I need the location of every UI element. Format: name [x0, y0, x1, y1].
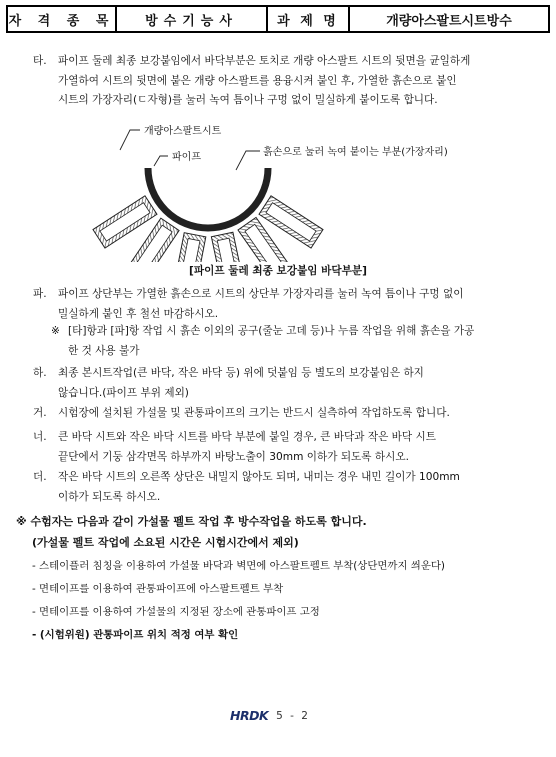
item-marker: 너. — [33, 431, 47, 443]
item-pa — [33, 285, 463, 324]
item-marker: 파. — [33, 288, 47, 300]
item-marker: 타. — [33, 55, 47, 67]
item-deo — [33, 468, 460, 507]
item-line: 이하가 되도록 하시오. — [58, 490, 161, 503]
item-line: 파이프 상단부는 가열한 흙손으로 시트의 상단부 가장자리를 눌러 녹여 틈이나 구멍 없이 — [58, 288, 464, 300]
item-line: 가열하여 시트의 뒷면에 붙은 개량 아스팔트를 용융시켜 붙인 후, 가열한 흙손으로 붙인 — [58, 74, 457, 87]
note-marker: ※ — [51, 325, 60, 337]
page-footer — [230, 708, 310, 723]
pipe-reinforcement-figure — [0, 112, 556, 262]
notice-bullet: - 스테이플러 침칭을 이용하여 가설물 바닥과 벽면에 아스팔트펠트 부착(상단면까지 씌운다) — [32, 560, 445, 572]
notice-subheading: (가설물 펠트 작업에 소요된 시간은 시험시간에서 제외) — [32, 536, 299, 549]
label-edge: 흙손으로 눌러 녹여 붙이는 부분(가장자리) — [263, 147, 448, 158]
label-category: 자 격 종 목 — [8, 7, 117, 31]
page-number: 5 - 2 — [276, 709, 310, 722]
item-ta — [33, 52, 470, 111]
notice-bullet: - 면테이프를 이용하여 관통파이프에 아스팔트펠트 부착 — [32, 583, 284, 595]
hrdk-logo: HRDK — [230, 708, 269, 723]
figure-caption: [파이프 둘레 최종 보강붙임 바닥부분] — [189, 265, 367, 277]
item-line: 끝단에서 기둥 삼각면목 하부까지 바탕노출이 30mm 이하가 되도록 하시오. — [58, 450, 409, 463]
notice-bullet: - 면테이프를 이용하여 가설물의 지정된 장소에 관통파이프 고정 — [32, 606, 320, 618]
label-subject: 과 제 명 — [268, 7, 350, 31]
item-ha — [33, 364, 424, 403]
item-geo — [33, 404, 450, 424]
item-pa-note — [51, 322, 474, 361]
item-neo — [33, 428, 436, 467]
item-line: 않습니다.(파이프 부위 제외) — [58, 386, 189, 399]
label-pipe: 파이프 — [172, 152, 201, 163]
item-line: 큰 바닥 시트와 작은 바닥 시트를 바닥 부분에 붙일 경우, 큰 바닥과 작은 바닥 시트 — [58, 431, 436, 443]
header-table — [6, 5, 550, 33]
item-line: 한 것 사용 불가 — [68, 344, 140, 357]
item-line: 시트의 가장자리(ㄷ자형)를 눌러 녹여 틈이나 구멍 없이 밀실하게 붙이도록 합니다. — [58, 94, 438, 106]
item-line: 최종 본시트작업(큰 바닥, 작은 바닥 등) 위에 덧붙임 등 별도의 보강붙임은 하지 — [58, 367, 424, 379]
item-line: 시험장에 설치된 가설물 및 관통파이프의 크기는 반드시 실측하여 작업하도록 합니다. — [58, 407, 450, 419]
pipe-arc — [148, 168, 268, 228]
value-category: 방수기능사 — [117, 7, 268, 31]
item-marker: 거. — [33, 407, 47, 419]
value-subject: 개량아스팔트시트방수 — [386, 13, 512, 29]
notice-bullet: - (시험위원) 관통파이프 위치 적정 여부 확인 — [32, 629, 239, 641]
item-marker: 더. — [33, 471, 47, 483]
item-line: 파이프 둘레 최종 보강붙임에서 바닥부분은 토치로 개량 아스팔트 시트의 뒷면을 균일하게 — [58, 55, 471, 67]
notice-heading: ※ 수험자는 다음과 같이 가설물 펠트 작업 후 방수작업을 하도록 합니다. — [16, 515, 367, 528]
label-sheet: 개량아스팔트시트 — [144, 126, 222, 137]
item-line: [타]항과 [파]항 작업 시 흙손 이외의 공구(줄눈 고데 등)나 누름 작업을 위해 흙손을 가공 — [68, 325, 475, 337]
item-line: 밀실하게 붙인 후 철선 마감하시오. — [58, 307, 219, 320]
item-line: 작은 바닥 시트의 오른쪽 상단은 내밀지 않아도 되며, 내미는 경우 내민 길이가 100mm — [58, 471, 460, 483]
item-marker: 하. — [33, 367, 47, 379]
